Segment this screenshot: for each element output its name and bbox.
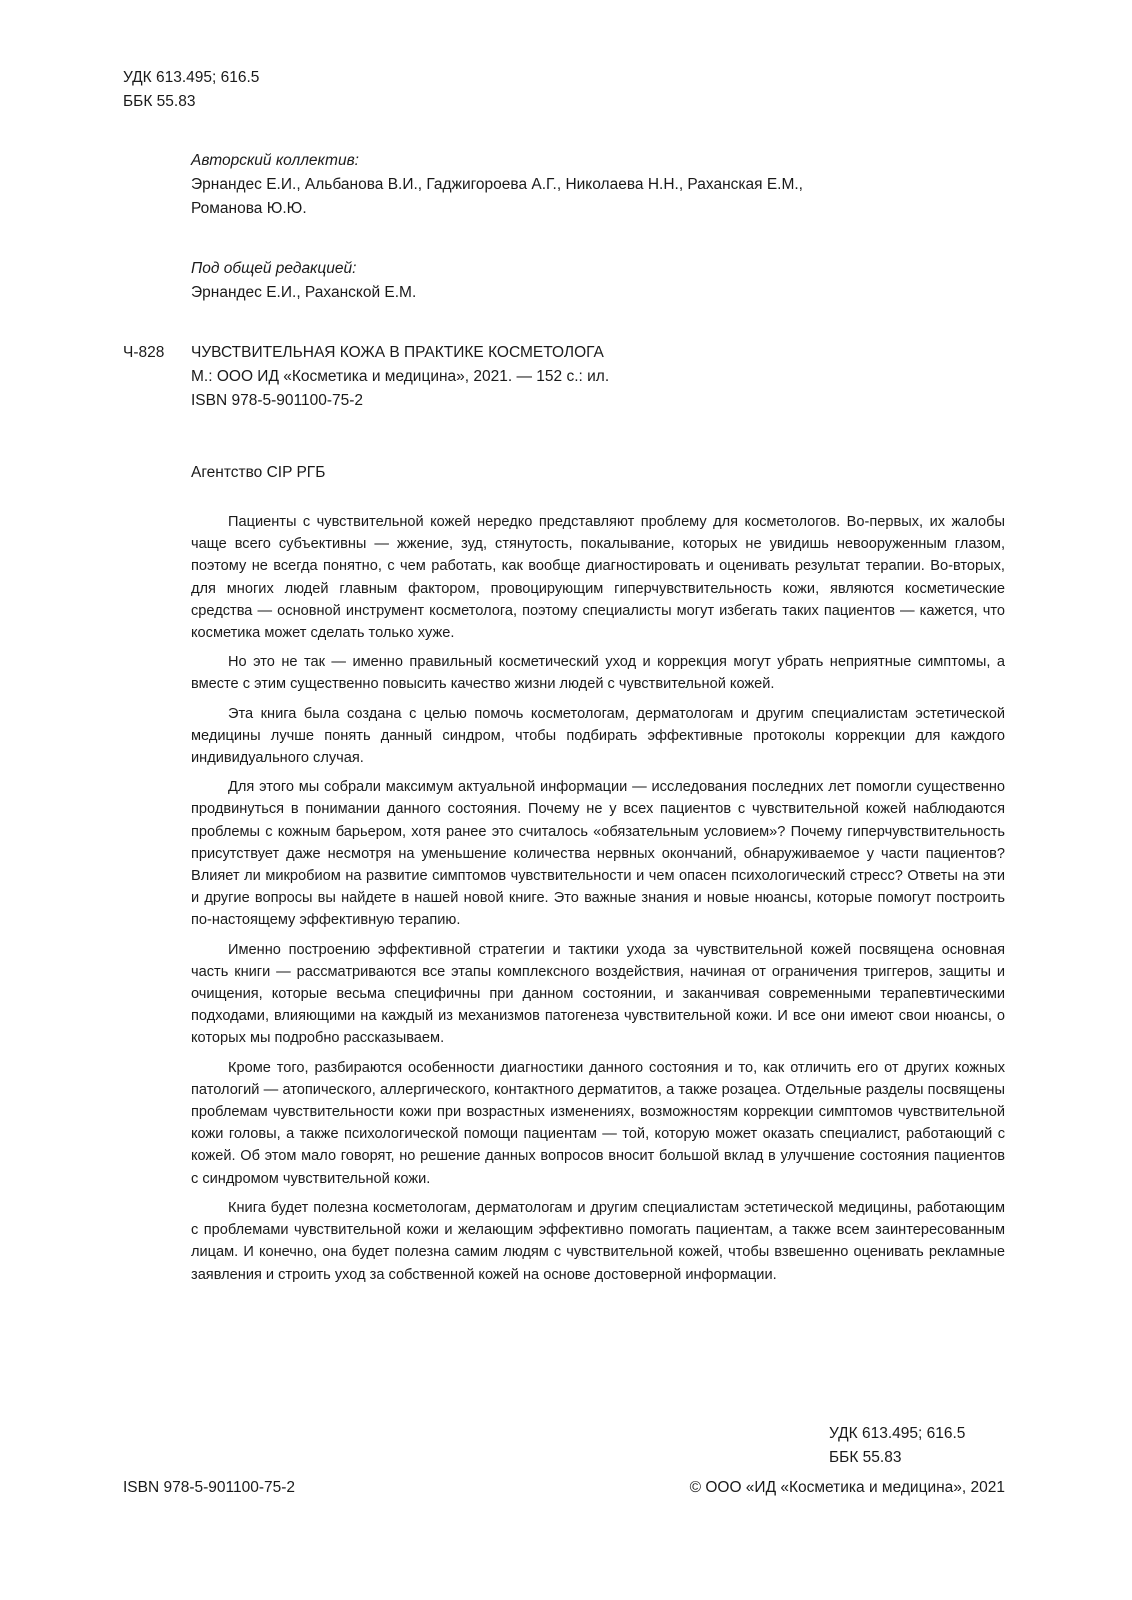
- cip-agency: Агентство CIP РГБ: [191, 464, 326, 481]
- abstract-paragraph: Кроме того, разбираются особенности диагностики данного состояния и то, как отличить его от других кожных патологий — атопического, аллергического, контактного дерматитов, а также розацеа. Отдельные разделы посвящены проблемам чувствительности кожи при возрастных изменениях, возможностям коррекции симптомов чувствительной кожи головы, а также психологической помощи пациентам — той, которую может оказать специалист, работающий с кожей. Об этом мало говорят, но решение данных вопросов вносит большой вклад в улучшение состояния пациентов с синдромом чувствительной кожи.: [191, 1059, 1005, 1187]
- authors-label: Авторский коллектив:: [191, 152, 359, 169]
- footer-copyright: © ООО «ИД «Косметика и медицина», 2021: [689, 1479, 1005, 1496]
- abstract-paragraph: Для этого мы собрали максимум актуальной информации — исследования последних лет помогли существенно продвинуться в понимании данного состояния. Почему не у всех пациентов с чувствительной кожей наблюдаются проблемы с кожным барьером, хотя ранее это считалось «обязательным условием»? Почему гиперчувствительность присутствует даже несмотря на уменьшение количества нервных окончаний, обнаруживаемое у части пациентов? Влияет ли микробиом на развитие симптомов чувствительности и чем опасен психологический стресс? Ответы на эти и другие вопросы вы найдете в нашей новой книге. Это важные знания и новые нюансы, которые помогут построить по-настоящему эффективную терапию.: [191, 779, 1005, 929]
- abstract-paragraph: Но это не так — именно правильный косметический уход и коррекция могут убрать неприятные симптомы, а вместе с этим существенно повысить качество жизни людей с чувствительной кожей.: [191, 654, 1005, 693]
- authors-line-1: Эрнандес Е.И., Альбанова В.И., Гаджигороева А.Г., Николаева Н.Н., Раханская Е.М.,: [191, 176, 803, 193]
- book-isbn: ISBN 978-5-901100-75-2: [191, 392, 364, 409]
- udk-code: УДК 613.495; 616.5: [829, 1425, 966, 1442]
- editors-names: Эрнандес Е.И., Раханской Е.М.: [191, 284, 417, 301]
- classification-codes-top: [123, 66, 259, 114]
- bbk-code: ББК 55.83: [123, 93, 196, 110]
- publisher-info: М.: ООО ИД «Косметика и медицина», 2021. — 152 с.: ил.: [191, 368, 610, 385]
- authors-section: [191, 149, 1011, 221]
- footer-isbn: ISBN 978-5-901100-75-2: [123, 1479, 296, 1496]
- classification-codes-bottom: [829, 1422, 965, 1470]
- book-description: [191, 341, 1011, 413]
- book-title: ЧУВСТВИТЕЛЬНАЯ КОЖА В ПРАКТИКЕ КОСМЕТОЛОГА: [191, 344, 604, 361]
- abstract-paragraph: Эта книга была создана с целью помочь косметологам, дерматологам и другим специалистам эстетической медицины лучше понять данный синдром, чтобы подбирать эффективные протоколы коррекции для каждого индивидуального случая.: [191, 705, 1005, 767]
- abstract-paragraph: Именно построению эффективной стратегии и тактики ухода за чувствительной кожей посвящена основная часть книги — рассматриваются все этапы комплексного воздействия, начиная от ограничения триггеров, защиты и очищения, которые весьма специфичны при данном состоянии, и заканчивая современными терапевтическими подходами, влияющими на каждый из механизмов патогенеза чувствительной кожи. И все они имеют свои нюансы, о которых мы подробно рассказываем.: [191, 941, 1005, 1047]
- abstract: [191, 511, 1005, 1293]
- editors-label: Под общей редакцией:: [191, 260, 357, 277]
- authors-line-2: Романова Ю.Ю.: [191, 200, 307, 217]
- author-mark-code: Ч-828: [123, 344, 165, 361]
- udk-code: УДК 613.495; 616.5: [123, 69, 260, 86]
- bbk-code: ББК 55.83: [829, 1449, 902, 1466]
- abstract-paragraph: Пациенты с чувствительной кожей нередко представляют проблему для косметологов. Во-первых, их жалобы чаще всего субъективны — жжение, зуд, стянутость, покалывание, которых не увидишь невооруженным глазом, поэтому не всегда понятно, с чем работать, как вообще диагностировать и оценивать результат терапии. Во-вторых, для многих людей главным фактором, провоцирующим гиперчувствительность кожи, являются косметические средства — основной инструмент косметолога, поэтому специалисты могут избегать таких пациентов — кажется, что косметика может сделать только хуже.: [191, 514, 1005, 642]
- editors-section: [191, 257, 1011, 305]
- abstract-paragraph: Книга будет полезна косметологам, дерматологам и другим специалистам эстетической медицины, работающим с проблемами чувствительной кожи и желающим эффективно помогать пациентам, а также всем заинтересованным лицам. И конечно, она будет полезна самим людям с чувствительной кожей, чтобы взвешенно оценивать рекламные заявления и строить уход за собственной кожей на основе достоверной информации.: [191, 1199, 1005, 1283]
